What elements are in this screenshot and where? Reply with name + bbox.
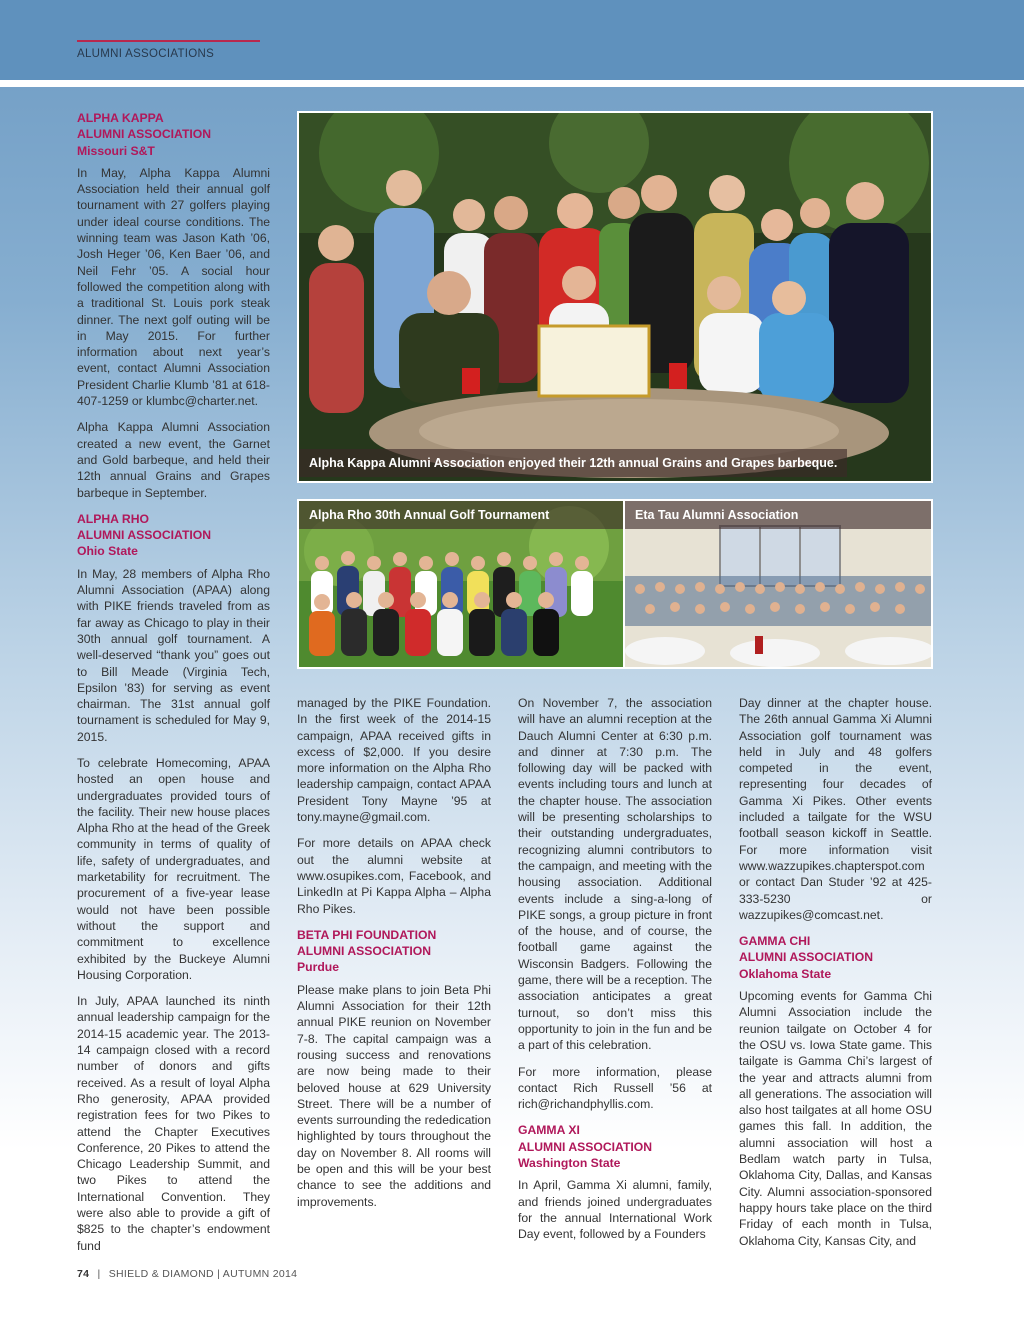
beta-phi-paragraph-1: Please make plans to join Beta Phi Alumni Association for their 12th annual PIKE reunion on November 7-8. The capital campaign was a rousing success and renovations are now being made to their beloved house at 629 University Street. There will be a number of events surrounding the rededication highlighted by tours throughout the day on November 8. All rooms will be open and this will be your best chance to see the additions and improvements. (297, 982, 491, 1209)
section-label: ALUMNI ASSOCIATIONS (77, 48, 215, 60)
main-photo-caption: Alpha Kappa Alumni Association enjoyed their 12th annual Grains and Grapes barbeque. (299, 449, 847, 477)
beta-phi-heading: BETA PHI FOUNDATION ALUMNI ASSOCIATION Purdue (297, 927, 437, 975)
gamma-xi-paragraph-1: In April, Gamma Xi alumni, family, and friends joined undergraduates for the annual International Work Day event, followed by a Founders (518, 1178, 712, 1242)
alpha-rho-paragraph-1: In May, 28 members of Alpha Rho Alumni Association (APAA) along with PIKE friends traveled from as far away as Chicago to play in their 30th annual golf tournament. A well-deserved “thank you” goes out to Bill Meade (Virginia Tech, Epsilon ’83) for serving as event chairman. The 31st annual golf tournament is scheduled for May 9, 2015. (77, 566, 270, 744)
gamma-xi-paragraph-2: Day dinner at the chapter house. The 26th annual Gamma Xi Alumni Association golf tournament was held in July and 48 golfers competed in the event, representing four decades of Gamma Xi Pikes. Other events included a tailgate for the WSU football season kickoff in Seattle. For more information visit www.wazzupikes.chapterspot.com or contact Dan Studer ’92 at 425-333-5230 or wazzupikes@comcast.net. (739, 696, 932, 922)
alpha-kappa-paragraph-1: In May, Alpha Kappa Alumni Association held their annual golf tournament with 27 golfers playing under ideal course conditions. The winning team was Jason Kath ’06, Josh Heger ’06, Ken Baer ’06, and Neil Fehr ’05. A social hour followed the competition along with a traditional St. Louis pork steak dinner. The next golf outing will be in May 2015. For further information about next year’s event, contact Alumni Association President Charlie Klumb ’81 at 618-407-1259 or klumbc@charter.net. (77, 165, 270, 409)
column-1 (77, 110, 270, 1264)
alpha-rho-heading: ALPHA RHO ALUMNI ASSOCIATION Ohio State (77, 511, 212, 559)
alpha-kappa-heading: ALPHA KAPPA ALUMNI ASSOCIATION Missouri S&T (77, 111, 212, 158)
gamma-xi-heading: GAMMA XI ALUMNI ASSOCIATION Washington State (518, 1123, 653, 1171)
alpha-rho-paragraph-4: managed by the PIKE Foundation. In the first week of the 2014-15 campaign, APAA received gifts in excess of $2,000. If you desire more information on the Alpha Rho leadership campaign, contact APAA President Tony Mayne ’95 at tony.mayne@gmail.com. (297, 696, 491, 825)
column-2 (297, 695, 491, 1220)
column-3 (518, 695, 712, 1253)
section-rule (77, 40, 260, 42)
golf-photo (297, 499, 625, 669)
main-photo-illustration (299, 113, 931, 481)
beta-phi-paragraph-2: On November 7, the association will have an alumni reception at the Dauch Alumni Center at 6:30 p.m. and dinner at 7:30 p.m. The following day will be packed with events including tours and lunch at the chapter house. The association will be presenting scholarships to their outstanding undergraduates, recognizing alumni contributors to the campaign, and meeting with the housing association. Additional events include a sing-a-long of PIKE songs, a group picture in front of the house, and of course, the football game against the Wisconsin Badgers. Following the game, there will be a reception. The association anticipates a great turnout, so don’t miss this opportunity to join in the fun and be a part of this celebration. (518, 696, 712, 1053)
gamma-chi-paragraph-1: Upcoming events for Gamma Chi Alumni Association include the reunion tailgate on October 4 for the OSU vs. Iowa State game. This tailgate is Gamma Chi’s largest of the year and attracts alumni from all generations. The association will also host tailgates at all home OSU games this fall. In addition, the alumni association will host a Bedlam watch party in Tulsa, Oklahoma City, Dallas, and Kansas City. Alumni association-sponsored happy hours take place on the third Friday of each month in Tulsa, Oklahoma City, Kansas City, and (739, 989, 932, 1248)
golf-photo-caption: Alpha Rho 30th Annual Golf Tournament (299, 501, 623, 529)
page-footer (77, 1268, 297, 1280)
eta-tau-photo-caption: Eta Tau Alumni Association (625, 501, 931, 529)
magazine-issue: SHIELD & DIAMOND | AUTUMN 2014 (108, 1268, 298, 1280)
gamma-chi-heading: GAMMA CHI ALUMNI ASSOCIATION Oklahoma State (739, 934, 874, 981)
alpha-kappa-paragraph-2: Alpha Kappa Alumni Association created a new event, the Garnet and Gold barbeque, and held their 12th annual Grains and Grapes barbeque in September. (77, 420, 270, 500)
eta-tau-photo (623, 499, 933, 669)
header-divider (0, 80, 1024, 87)
beta-phi-paragraph-3: For more information, please contact Rich Russell ’56 at rich@richandphyllis.com. (518, 1064, 712, 1112)
footer-separator: | (97, 1268, 101, 1280)
column-4 (739, 695, 932, 1259)
main-photo (297, 111, 933, 483)
alpha-rho-paragraph-5: For more details on APAA check out the alumni website at www.osupikes.com, Facebook, and LinkedIn at Pi Kappa Alpha – Alpha Rho Pikes. (297, 836, 491, 916)
alpha-rho-paragraph-2: To celebrate Homecoming, APAA hosted an open house and undergraduates provided tours of the facility. Their new house places Alpha Rho at the head of the Greek community in terms of quality of life, safety of undergraduates, and marketability for recruitment. The procurement of a five-year lease would not have been possible without the support and commitment to excellence exhibited by the Buckeye Alumni Housing Corporation. (77, 755, 270, 982)
alpha-rho-paragraph-3: In July, APAA launched its ninth annual leadership campaign for the 2014-15 academic year. The 2013-14 campaign closed with a record number of donors and gifts received. As a result of loyal Alpha Rho generosity, APAA provided registration fees for two Pikes to attend the Chapter Executives Conference, 20 Pikes to attend the Chicago Leadership Summit, and two Pikes to attend the International Convention. They were also able to provide a gift of $825 to the chapter’s endowment fund (77, 994, 270, 1253)
page-number: 74 (77, 1268, 90, 1280)
